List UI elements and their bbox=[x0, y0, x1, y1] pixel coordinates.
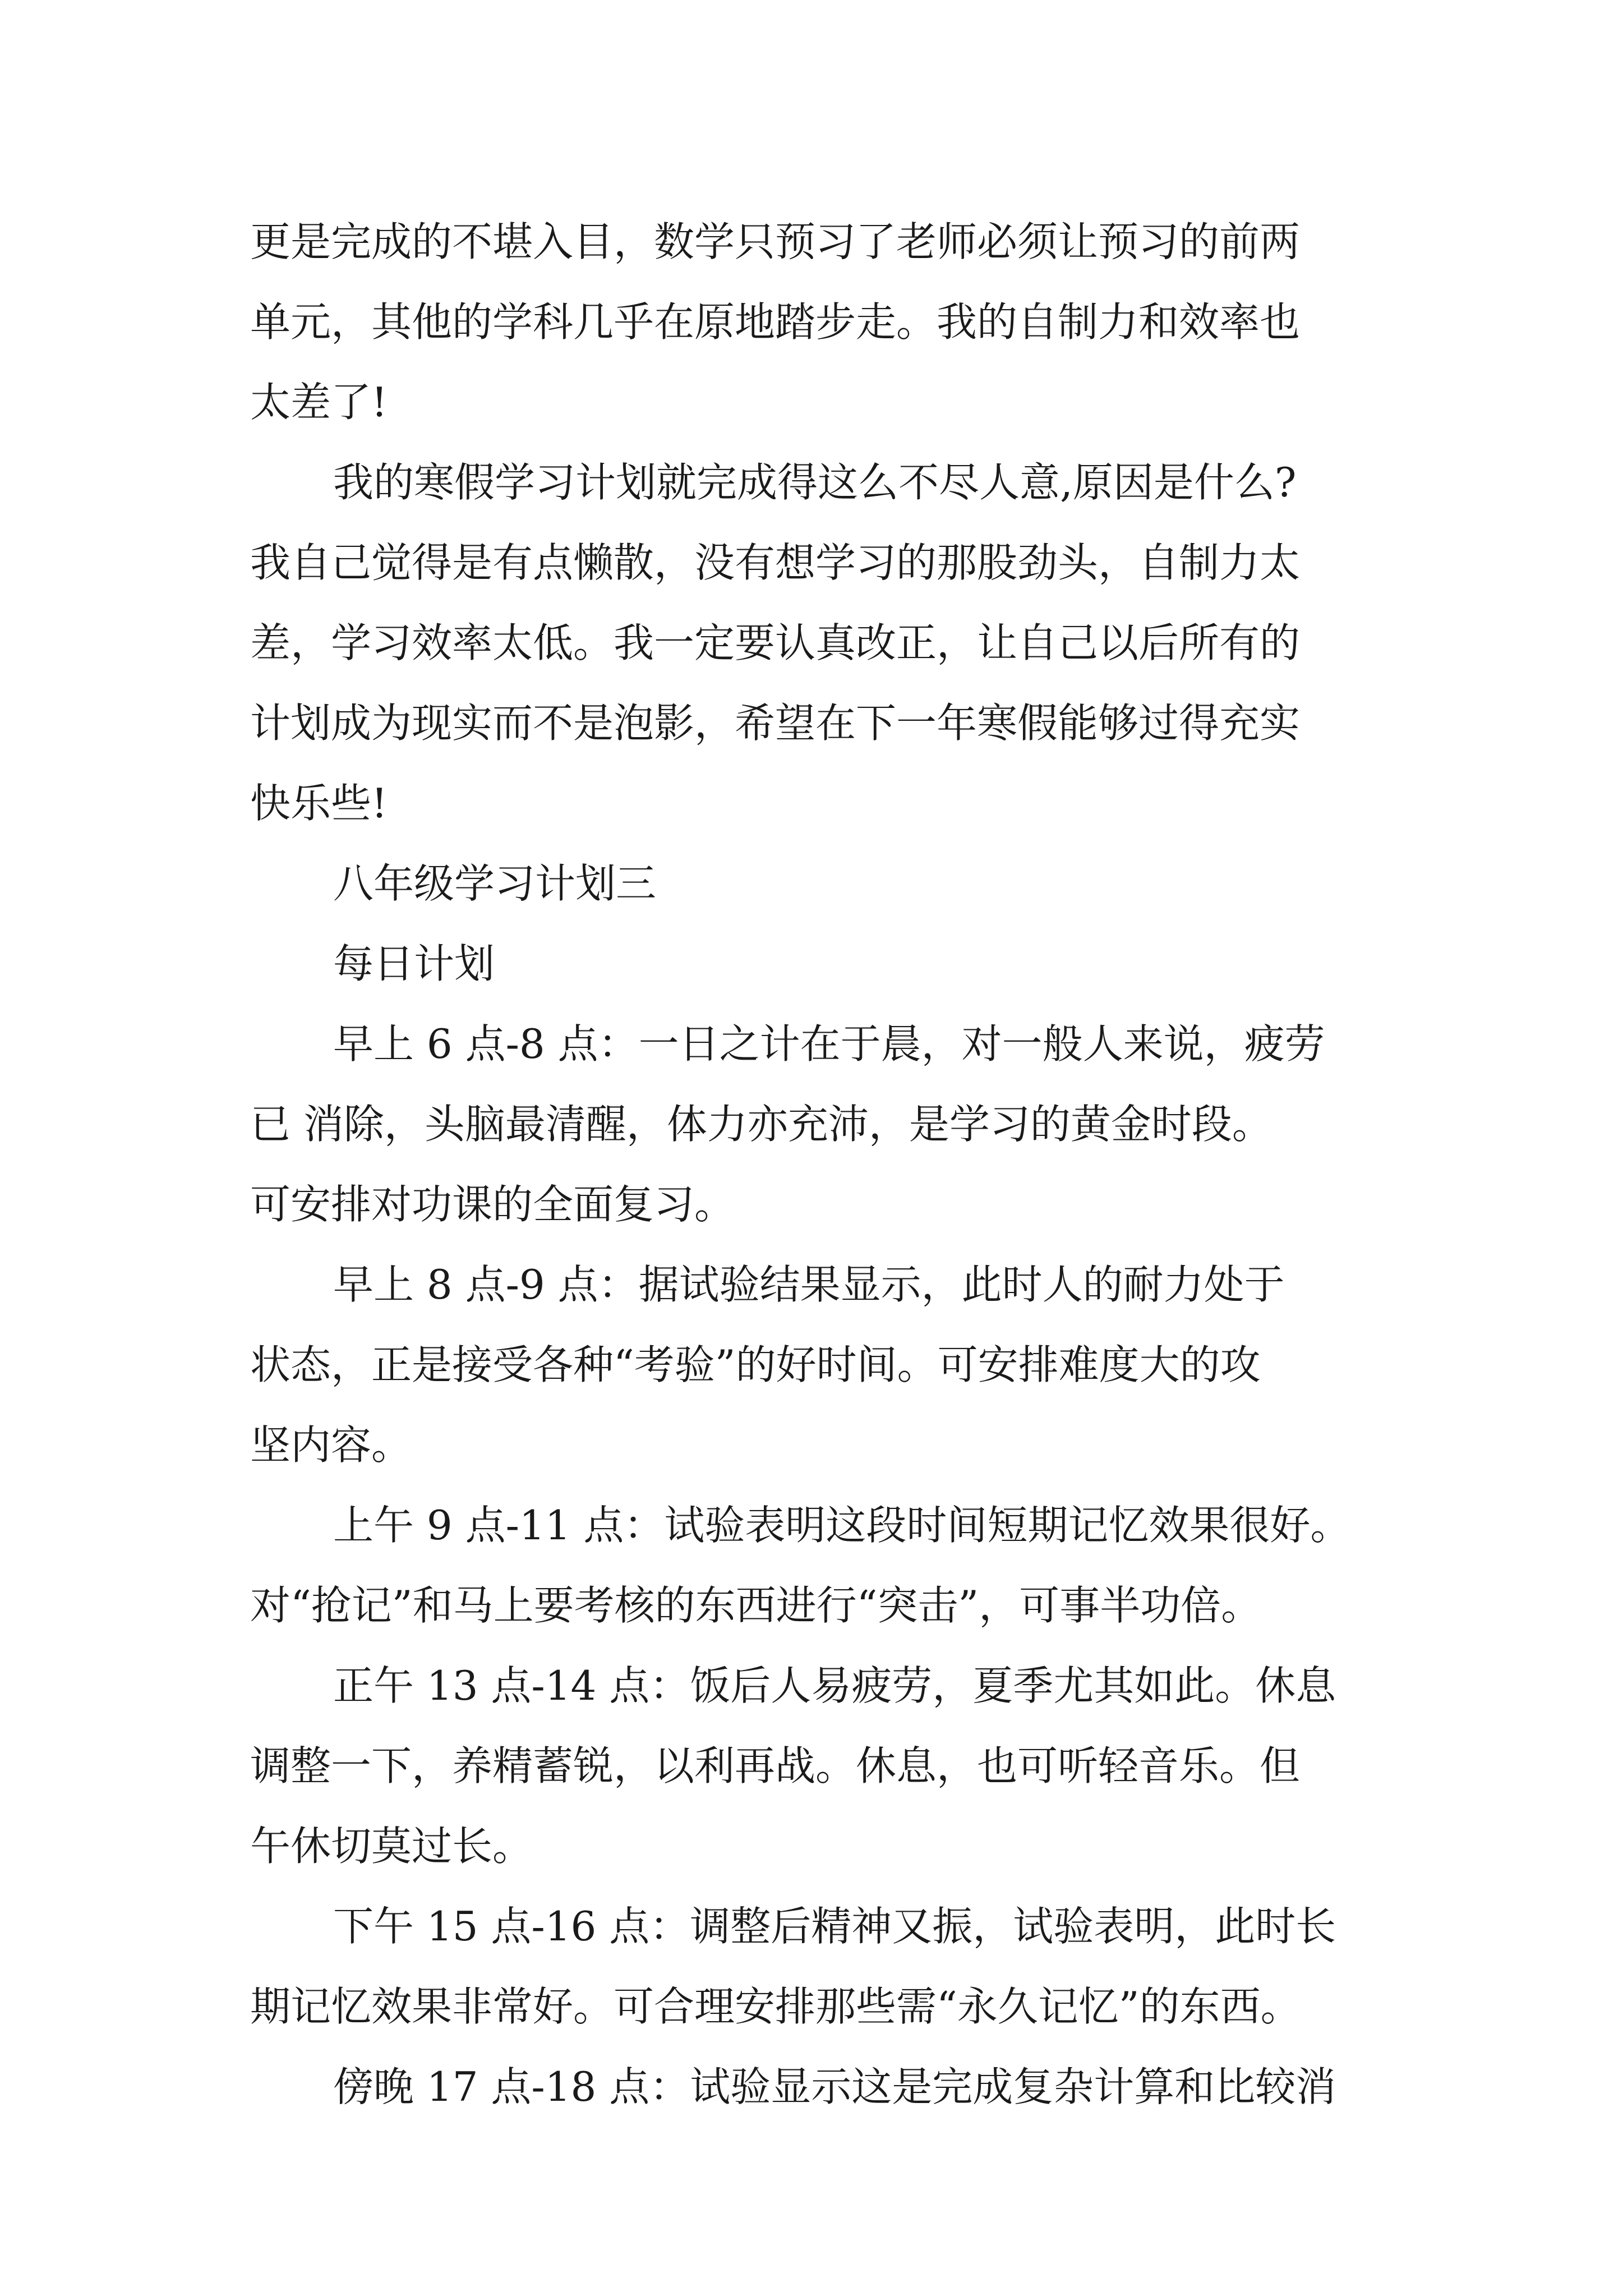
text-line: 太差了! bbox=[250, 379, 388, 426]
text-line: 早上 6 点-8 点：一日之计在于晨，对一般人来说，疲劳 bbox=[333, 1020, 1325, 1068]
text-line: 下午 15 点-16 点：调整后精神又振，试验表明，此时长 bbox=[333, 1903, 1336, 1950]
text-line: 上午 9 点-11 点：试验表明这段时间短期记忆效果很好。 bbox=[333, 1502, 1351, 1549]
text-line: 我的寒假学习计划就完成得这么不尽人意,原因是什么? bbox=[333, 459, 1297, 506]
text-line: 状态，正是接受各种“考验”的好时间。可安排难度大的攻 bbox=[250, 1341, 1261, 1388]
text-line: 我自己觉得是有点懒散，没有想学习的那股劲头，自制力太 bbox=[250, 539, 1301, 586]
text-line: 午休切莫过长。 bbox=[250, 1823, 533, 1870]
text-line: 傍晚 17 点-18 点：试验显示这是完成复杂计算和比较消 bbox=[333, 2063, 1336, 2110]
text-line: 单元，其他的学科几乎在原地踏步走。我的自制力和效率也 bbox=[250, 298, 1301, 346]
section-heading: 八年级学习计划三 bbox=[333, 860, 657, 907]
text-line: 调整一下，养精蓄锐，以利再战。休息，也可听轻音乐。但 bbox=[250, 1742, 1301, 1789]
text-line: 可安排对功课的全面复习。 bbox=[250, 1181, 735, 1228]
text-line: 期记忆效果非常好。可合理安排那些需“永久记忆”的东西。 bbox=[250, 1983, 1301, 2030]
text-line: 已 消除，头脑最清醒，体力亦充沛，是学习的黄金时段。 bbox=[250, 1101, 1272, 1148]
text-line: 计划成为现实而不是泡影，希望在下一年寒假能够过得充实 bbox=[250, 700, 1301, 747]
document-body bbox=[250, 202, 1405, 2127]
subsection-heading: 每日计划 bbox=[333, 940, 495, 987]
text-line: 更是完成的不堪入目，数学只预习了老师必须让预习的前两 bbox=[250, 218, 1301, 265]
text-line: 坚内容。 bbox=[250, 1421, 412, 1469]
text-line: 对“抢记”和马上要考核的东西进行“突击”，可事半功倍。 bbox=[250, 1582, 1262, 1629]
text-line: 差，学习效率太低。我一定要认真改正，让自己以后所有的 bbox=[250, 619, 1301, 666]
text-line: 快乐些! bbox=[250, 780, 388, 827]
text-line: 正午 13 点-14 点：饭后人易疲劳，夏季尤其如此。休息 bbox=[333, 1662, 1336, 1709]
text-line: 早上 8 点-9 点：据试验结果显示，此时人的耐力处于 bbox=[333, 1261, 1285, 1308]
